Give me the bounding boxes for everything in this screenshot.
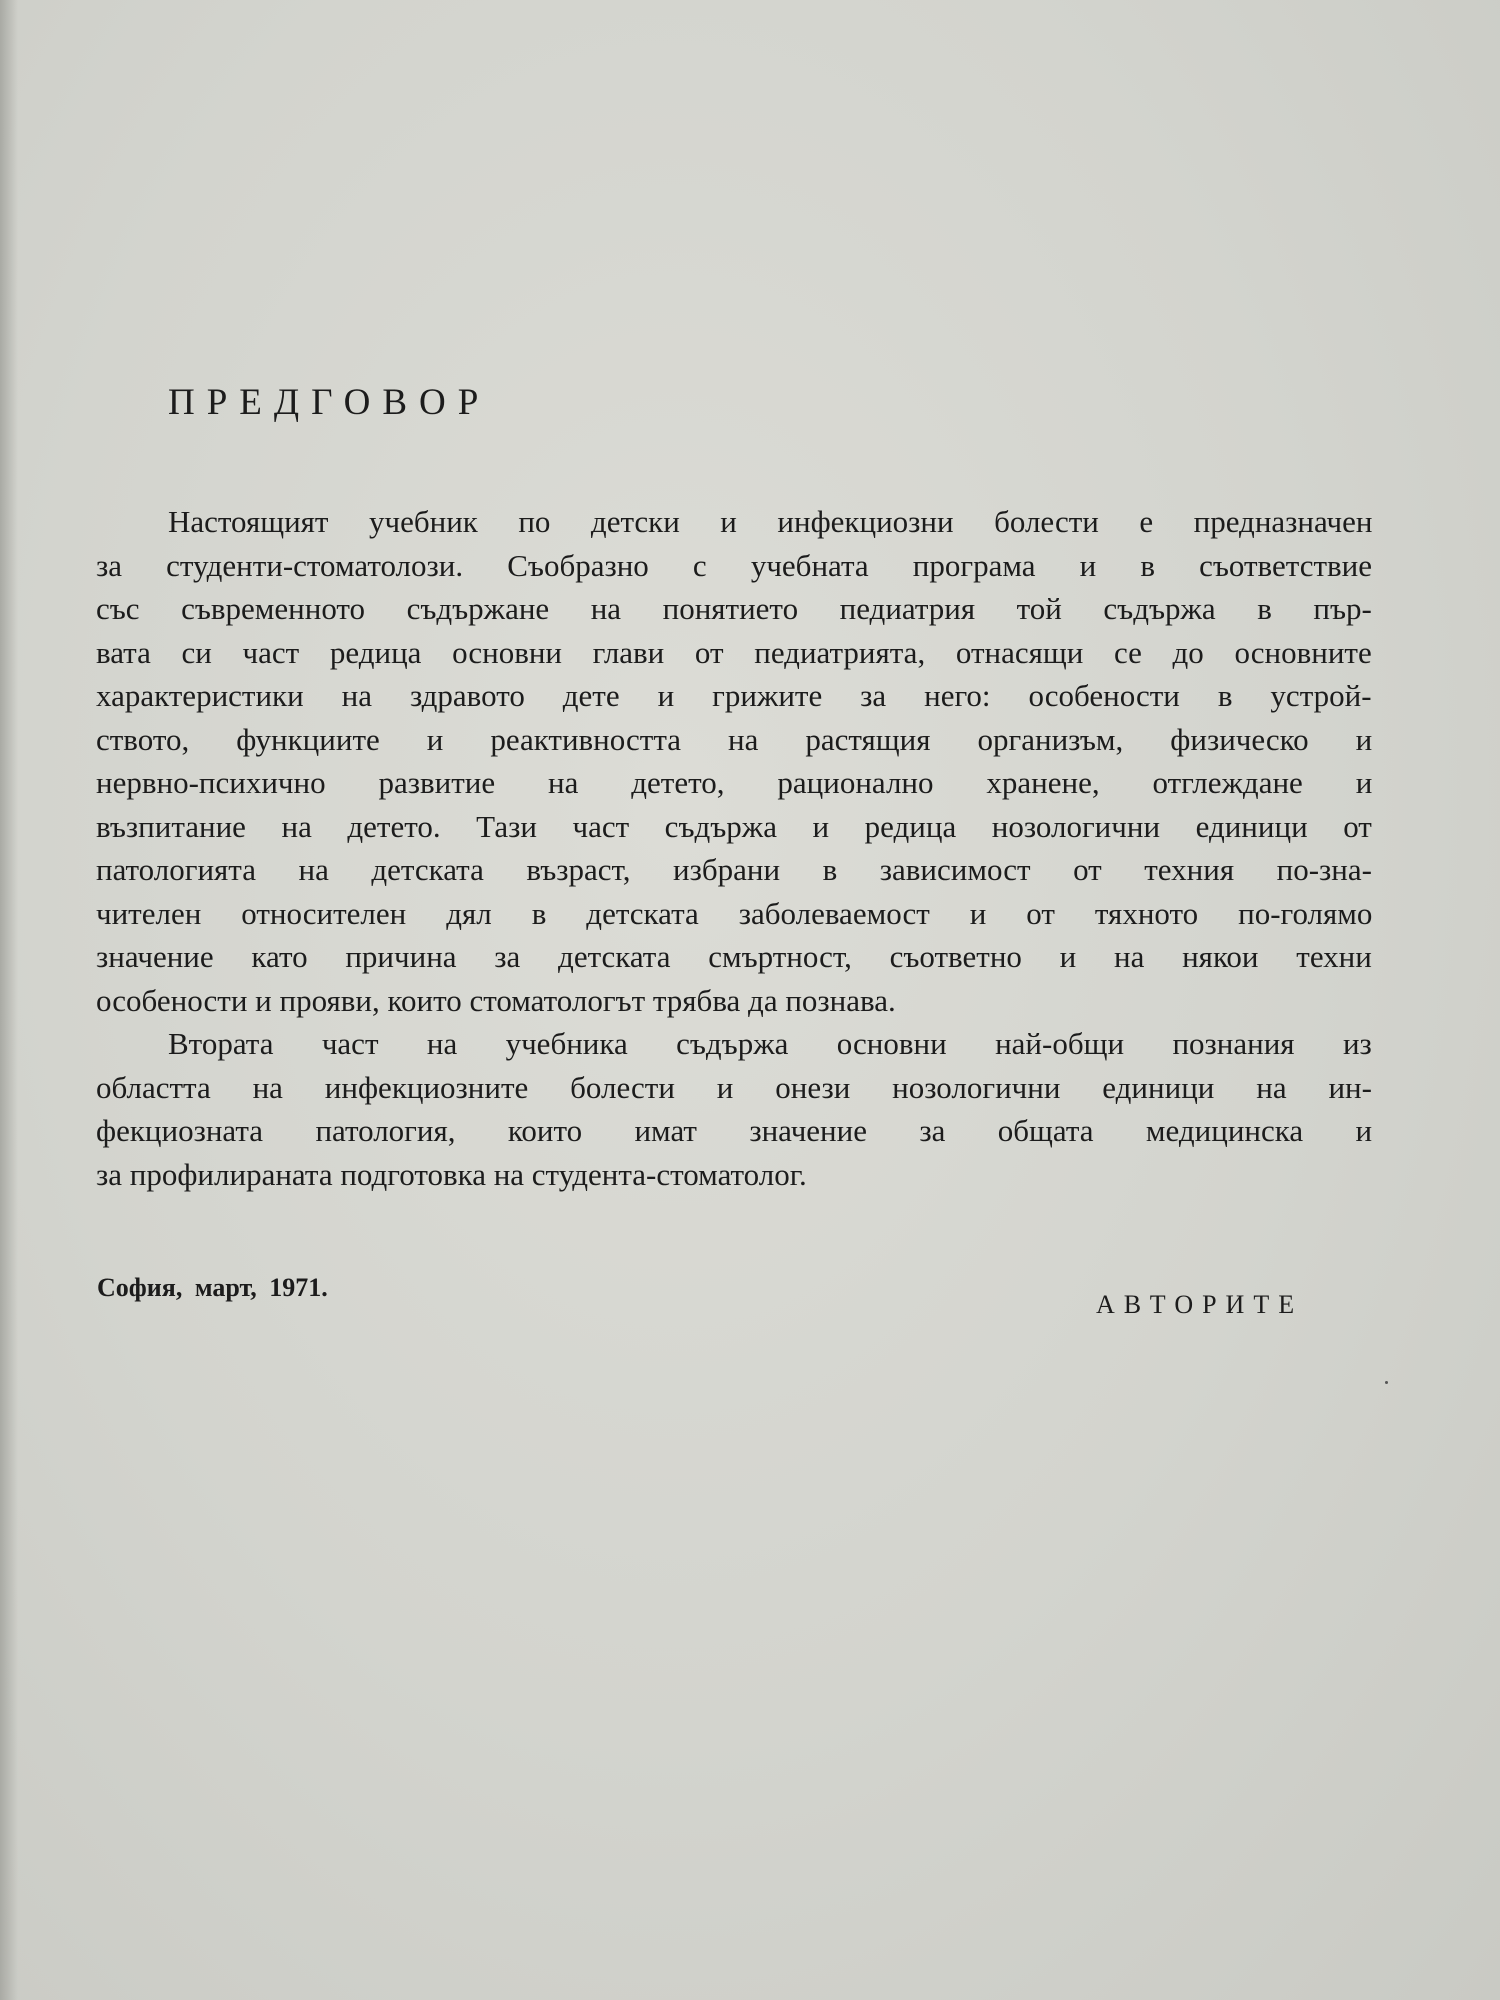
text-line: областта на инфекциозните болести и онези нозологични единици на ин- [96,1069,1372,1105]
text-line: чителен относителен дял в детската заболеваемост и от тяхното по-голямо [96,895,1373,931]
text-line: вата си част редица основни глави от педиатрията, отнасящи се до основните [96,634,1372,670]
text-line: характеристики на здравото дете и грижите за него: особености в устрой- [96,678,1372,713]
text-line: нервно-психично развитие на детето, рационално хранене, отглеждане и [96,765,1373,800]
text-line: особености и прояви, които стоматологът трябва да познава. [96,982,896,1018]
text-line: патологията на детската възраст, избрани в зависимост от техния по-зна- [96,852,1372,887]
place-and-date: София, март, 1971. [97,1273,328,1302]
text-line: фекциозната патология, които имат значение за общата медицинска и [96,1113,1373,1148]
text-line: ството, функциите и реактивността на растящия организъм, физическо и [96,721,1373,757]
page-title: ПРЕДГОВОР [168,382,491,423]
text-line: възпитание на детето. Тази част съдържа и редица нозологични единици от [96,808,1372,844]
text-line: Втората част на учебника съдържа основни най-общи познания из [168,1026,1372,1061]
authors-signature: АВТОРИТЕ [1096,1290,1304,1319]
preface-body [96,500,1372,1196]
text-line: за студенти-стоматолози. Съобразно с учебната програма и в съответствие [96,547,1372,583]
paper-speck [1385,1381,1388,1384]
text-line: Настоящият учебник по детски и инфекциозни болести е предназначен [168,504,1373,539]
text-line: със съвременното съдържане на понятието педиатрия той съдържа в пър- [96,591,1372,626]
text-line: значение като причина за детската смъртност, съответно и на някои техни [96,939,1372,974]
text-line: за профилираната подготовка на студента-стоматолог. [96,1156,807,1192]
page-edge-shadow [0,0,18,2000]
